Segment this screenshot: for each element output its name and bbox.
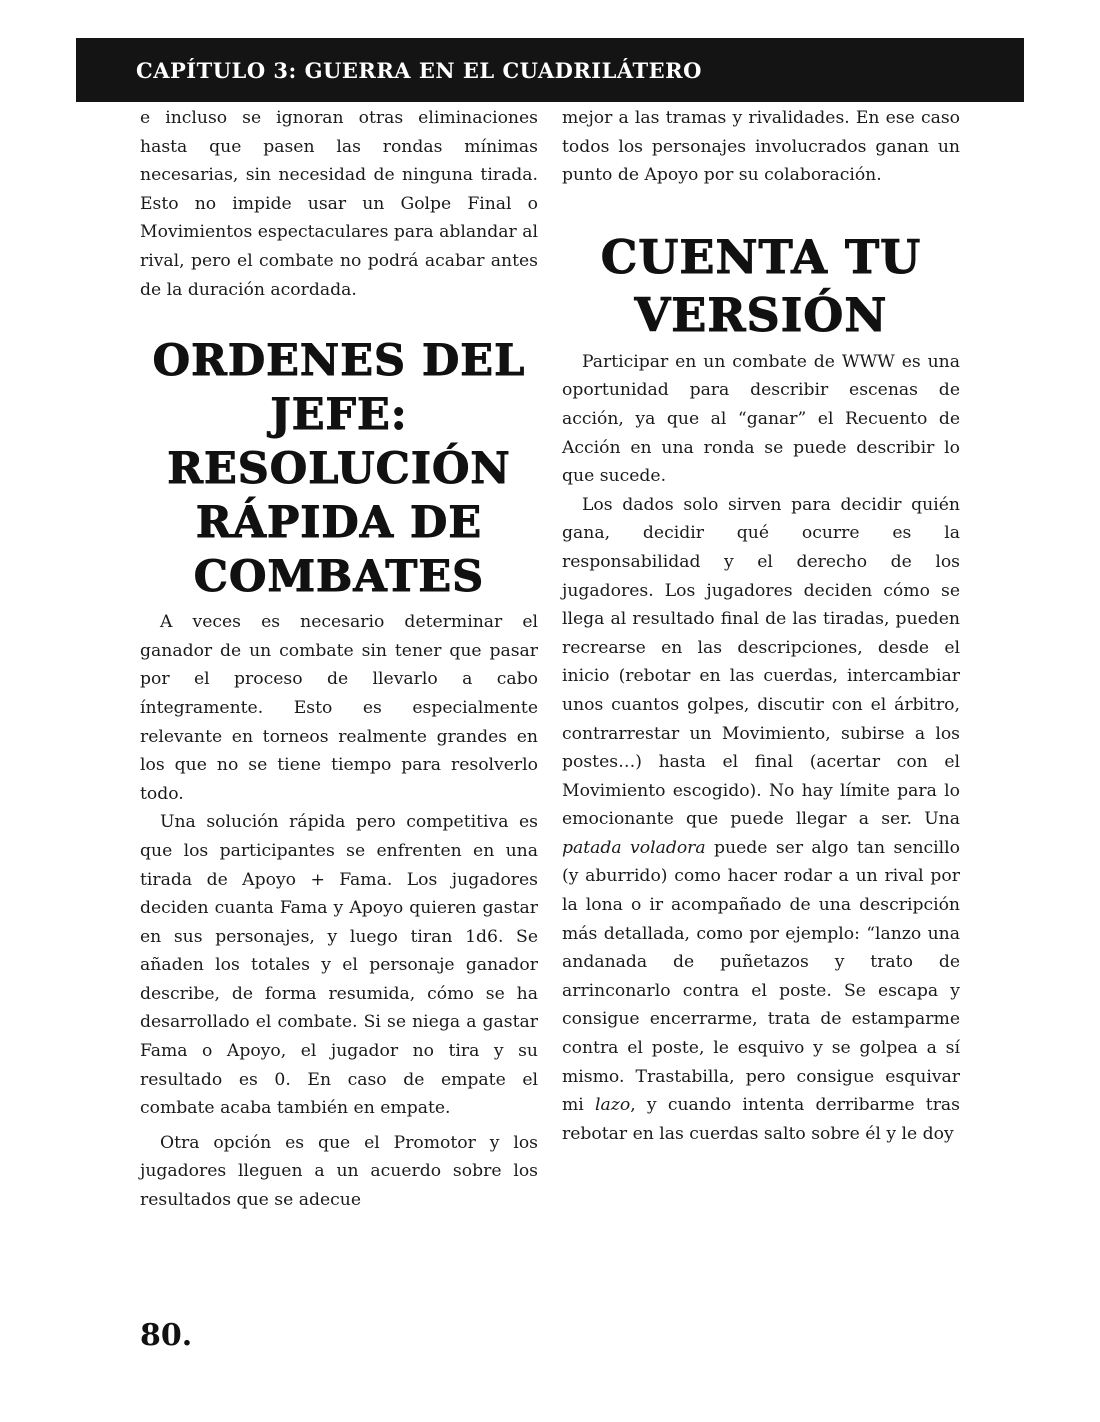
right-intro-paragraph: mejor a las tramas y rivalidades. En ese caso todos los personajes involucrados ganan un punto de Apoyo por su colaboración.: [562, 108, 960, 186]
right-column: [562, 104, 960, 1148]
chapter-header-bar: [76, 38, 1024, 102]
left-intro-paragraph: e incluso se ignoran otras eliminaciones hasta que pasen las rondas mínimas necesarias, sin necesidad de ninguna tirada. Esto no impide usar un Golpe Final o Movimientos espectaculares para ablandar al rival, pero el combate no podrá acabar antes de la duración acordada.: [140, 108, 538, 300]
right-paragraph-2-part-2: puede ser algo tan sencillo (y aburrido) como hacer rodar a un rival por la lona o ir acompañado de una descripción más detallada, como por ejemplo: “lanzo una andanada de puñetazos y trato de arrinconarlo contra el poste. Se escapa y consigue encerrarme, trata de estamparme contra el poste, le esquivo y se golpea a sí mismo. Trastabilla, pero consigue esquivar mi: [562, 837, 960, 1116]
right-paragraph-2-part-1: Los dados solo sirven para decidir quién gana, decidir qué ocurre es la responsabilidad y el derecho de los jugadores. Los jugadores deciden cómo se llega al resultado final de las tiradas, pueden recrearse en las descripciones, desde el inicio (rebotar en las cuerdas, intercambiar unos cuantos golpes, discutir con el árbitro, contrarrestar un Movimiento, subirse a los postes…) hasta el final (acertar con el Movimiento escogido). No hay límite para lo emocionante que puede llegar a ser. Una: [562, 494, 960, 830]
italic-term-patada-voladora: patada voladora: [562, 837, 706, 858]
section-heading-cuenta-tu-version: CUENTA TU VERSIÓN: [600, 229, 922, 342]
chapter-title: CAPÍTULO 3: GUERRA EN EL CUADRILÁTERO: [136, 58, 702, 83]
left-paragraph-1: A veces es necesario determinar el ganador de un combate sin tener que pasar por el proceso de llevarlo a cabo íntegramente. Esto es especialmente relevante en torneos realmente grandes en los que no se tiene tiempo para resolverlo todo.: [140, 612, 538, 804]
right-paragraph-2: [562, 491, 960, 1149]
right-paragraph-1: Participar en un combate de WWW es una oportunidad para describir escenas de acción, ya que al “ganar” el Recuento de Acción en una ronda se puede describir lo que sucede.: [562, 351, 960, 487]
right-paragraph-2-part-3: , y cuando intenta derribarme tras rebotar en las cuerdas salto sobre él y le doy: [562, 1095, 960, 1144]
left-paragraph-2: Una solución rápida pero competitiva es que los participantes se enfrenten en una tirada de Apoyo + Fama. Los jugadores deciden cuanta Fama y Apoyo quieren gastar en sus personajes, y luego tiran 1d6. Se añaden los totales y el personaje ganador describe, de forma resumida, cómo se ha desarrollado el combate. Si se niega a gastar Fama o Apoyo, el jugador no tira y su resultado es 0. En caso de empate el combate acaba también en empate.: [140, 812, 538, 1119]
left-paragraph-3: Otra opción es que el Promotor y los jugadores lleguen a un acuerdo sobre los resultados que se adecue: [140, 1132, 538, 1211]
page-number: 80.: [140, 1318, 193, 1353]
section-heading-ordenes-del-jefe: ORDENES DEL JEFE: RESOLUCIÓN RÁPIDA DE COMBATES: [152, 336, 526, 603]
left-column: [140, 104, 538, 1215]
italic-term-lazo: lazo: [595, 1095, 631, 1116]
